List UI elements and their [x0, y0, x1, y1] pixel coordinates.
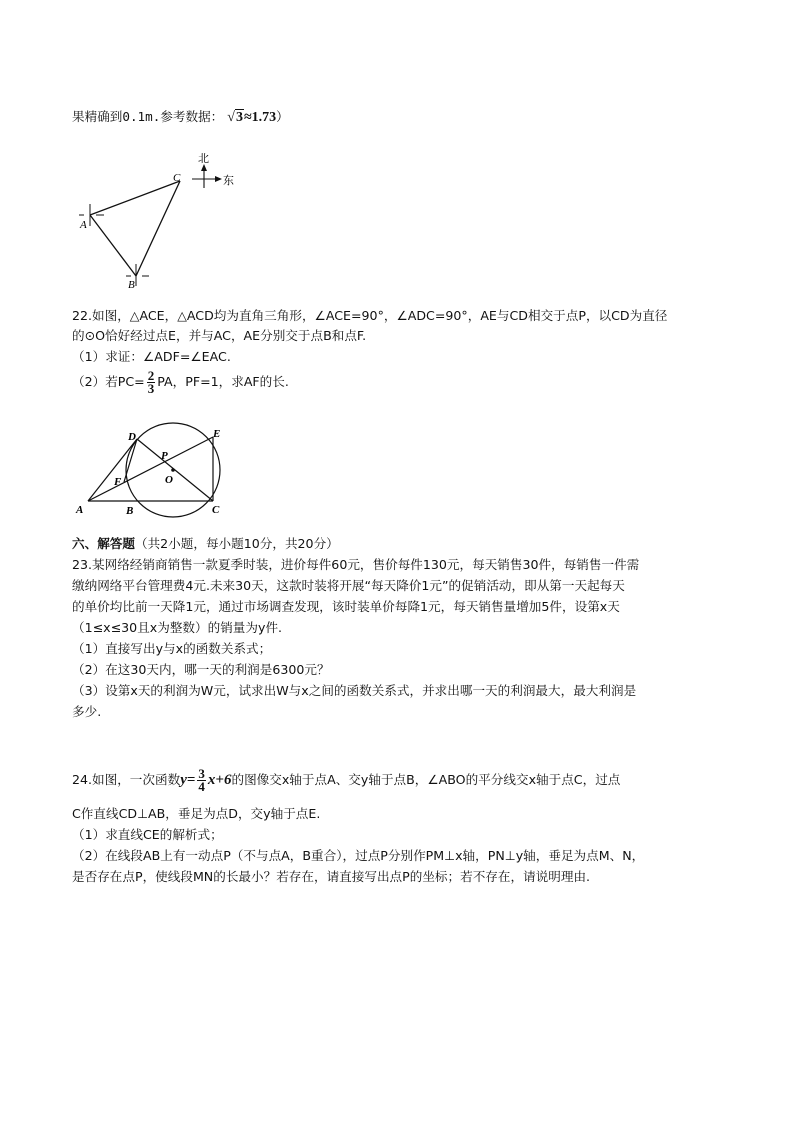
fraction-three-quarters — [197, 768, 206, 793]
question-21-tail — [72, 108, 289, 127]
label-c: C — [173, 172, 181, 184]
label-b: B — [128, 279, 135, 291]
label-p: P — [161, 450, 168, 462]
label-c: C — [212, 504, 220, 516]
figure-21-triangle — [70, 148, 250, 293]
q21-reference-label: 参考数据： — [160, 109, 224, 124]
q23-line-2: 缴纳网络平台管理费4元.未来30天，这款时装将开展“每天降价1元”的促销活动，即从第一天起每天 — [72, 578, 625, 593]
east-arrow-icon — [215, 176, 222, 182]
q24-part-2-cont: 是否存在点P，使线段MN的长最小？若存在，请直接写出点P的坐标；若不存在，请说明理由. — [72, 869, 591, 884]
q22-part-2-pre: （2）若PC= — [72, 374, 145, 389]
figure-22-circle — [70, 420, 260, 522]
label-east: 东 — [223, 175, 234, 187]
q21-tail-text: 果精确到 — [72, 109, 123, 124]
label-a: A — [76, 504, 84, 516]
q24-part-1: （1）求直线CE的解析式； — [72, 827, 223, 842]
q22-part-2 — [72, 370, 289, 395]
q22-line-1: 22.如图，△ACE，△ACD均为直角三角形，∠ACE=90°，∠ADC=90°，AE与CD相交于点P，以CD为直径 — [72, 308, 668, 323]
label-f: F — [114, 476, 122, 488]
close-paren: ） — [276, 109, 289, 124]
q22-part-1: （1）求证：∠ADF=∠EAC. — [72, 349, 231, 364]
label-north: 北 — [198, 153, 209, 165]
segment-ad — [88, 439, 137, 501]
frac-numerator: 2 — [147, 368, 155, 383]
segment-ae — [88, 437, 213, 501]
q21-precision: 0.1m. — [122, 109, 161, 124]
sqrt-argument: 3 — [235, 110, 243, 125]
q23-part-3: （3）设第x天的利润为W元，试求出W与x之间的函数关系式，并求出哪一天的利润最大，最大利润是 — [72, 683, 637, 698]
center-o-dot — [171, 468, 175, 472]
section-note: （共2小题，每小题10分，共20分） — [134, 536, 339, 551]
frac-denominator: 3 — [147, 381, 155, 396]
q22-part-2-post: PA，PF=1，求AF的长. — [157, 374, 289, 389]
q24-part-2: （2）在线段AB上有一动点P（不与点A，B重合），过点P分别作PM⊥x轴，PN⊥y轴，垂足为点M、N， — [72, 848, 645, 863]
q23-line-1: 23.某网络经销商销售一款夏季时装，进价每件60元，售价每件130元，每天销售30件，每销售一件需 — [72, 557, 640, 572]
formula-x-plus-6: x+6 — [207, 772, 232, 788]
north-arrow-icon — [201, 164, 207, 171]
label-o: O — [165, 474, 173, 486]
sqrt-expression: √3≈1.73 — [227, 110, 277, 125]
fraction-two-thirds — [147, 370, 156, 395]
segment-df — [124, 439, 137, 482]
q24-post: 的图像交x轴于点A、交y轴于点B，∠ABO的平分线交x轴于点C，过点 — [231, 772, 621, 787]
approx-value: ≈1.73 — [243, 110, 277, 125]
label-e: E — [213, 428, 221, 440]
q23-part-1: （1）直接写出y与x的函数关系式； — [72, 641, 272, 656]
label-d: D — [128, 431, 136, 443]
section-title: 六、解答题 — [72, 536, 135, 551]
frac-denominator: 4 — [198, 779, 205, 794]
q24-line-2: C作直线CD⊥AB，垂足为点D，交y轴于点E. — [72, 806, 321, 821]
q23-line-4: （1≤x≤30且x为整数）的销量为y件. — [72, 620, 283, 635]
q24-pre: 24.如图，一次函数 — [72, 772, 181, 787]
frac-numerator: 3 — [198, 766, 205, 781]
q23-part-3-cont: 多少. — [72, 704, 102, 719]
edge-ab — [90, 215, 136, 276]
q22-line-2: 的⊙O恰好经过点E，并与AC，AE分别交于点B和点F. — [72, 328, 367, 343]
q23-line-3: 的单价均比前一天降1元，通过市场调查发现，该时装单价每降1元，每天销售量增加5件，设第x天 — [72, 599, 620, 614]
label-a: A — [80, 219, 87, 231]
formula-y: y — [180, 772, 187, 788]
label-b: B — [126, 505, 134, 517]
formula-eq: = — [186, 772, 196, 788]
q24-line-1 — [72, 768, 620, 793]
q23-part-2: （2）在这30天内，哪一天的利润是6300元？ — [72, 662, 330, 677]
section-6-heading — [72, 535, 339, 553]
